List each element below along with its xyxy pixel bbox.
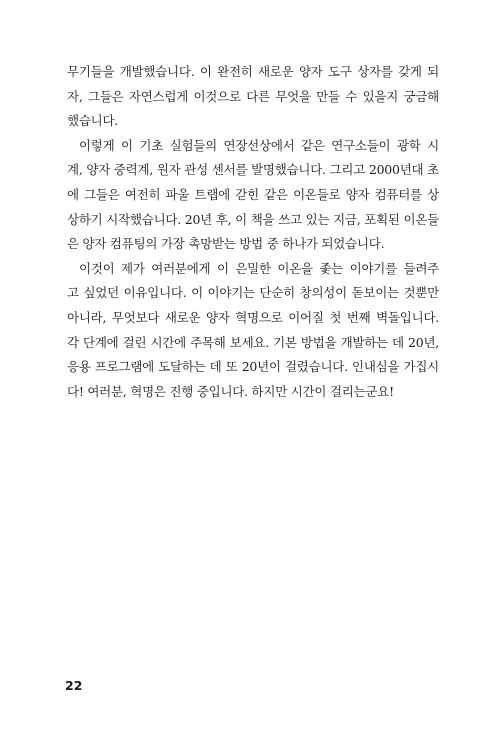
text-line: 했습니다.: [67, 113, 119, 129]
page-body-text: [67, 60, 439, 404]
text-line: 계, 양자 중력계, 원자 관성 센서를 발명했습니다. 그리고 2000년대 초: [67, 162, 439, 178]
text-line: 응용 프로그램에 도달하는 데 또 20년이 걸렸습니다. 인내심을 가집시: [67, 359, 439, 375]
text-line: 아니라, 무엇보다 새로운 양자 혁명으로 이어질 첫 번째 벽돌입니다.: [67, 309, 439, 325]
text-line: 이것이 제가 여러분에게 이 은밀한 이온을 좇는 이야기를 들려주: [79, 260, 439, 276]
text-line: 은 양자 컴퓨팅의 가장 촉망받는 방법 중 하나가 되었습니다.: [67, 236, 385, 252]
text-line: 에 그들은 여전히 파울 트랩에 갇힌 같은 이온들로 양자 컴퓨터를 상: [67, 186, 439, 202]
text-line: 다! 여러분, 혁명은 진행 중입니다. 하지만 시간이 걸리는군요!: [67, 383, 394, 399]
text-line: 자, 그들은 자연스럽게 이것으로 다른 무엇을 만들 수 있을지 궁금해: [67, 88, 439, 104]
text-line: 상하기 시작했습니다. 20년 후, 이 책을 쓰고 있는 지금, 포획된 이온들: [67, 211, 439, 227]
paragraph: [67, 257, 439, 405]
paragraph: [67, 134, 439, 257]
text-line: 고 싶었던 이유입니다. 이 이야기는 단순히 창의성이 돋보이는 것뿐만: [67, 285, 439, 301]
text-line: 무기들을 개발했습니다. 이 완전히 새로운 양자 도구 상자를 갖게 되: [67, 64, 439, 79]
page-number: 22: [65, 678, 83, 693]
text-line: 각 단계에 걸린 시간에 주목해 보세요. 기본 방법을 개발하는 데 20년,: [67, 334, 439, 350]
text-line: 이렇게 이 기초 실험들의 연장선상에서 같은 연구소들이 광학 시: [79, 137, 439, 153]
paragraph: [67, 60, 439, 134]
